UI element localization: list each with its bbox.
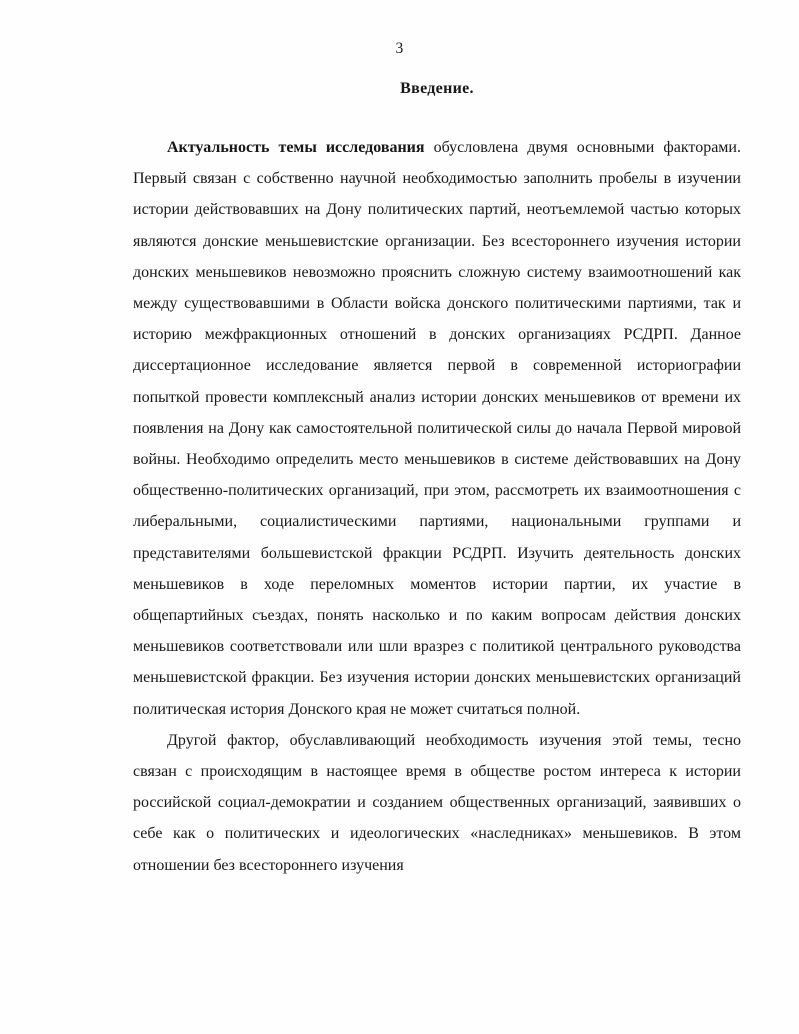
paragraph-1 — [133, 132, 741, 725]
page-title: Введение. — [400, 80, 474, 97]
paragraph-1-lead: Актуальность темы исследования — [167, 139, 425, 156]
paragraph-1-body: обусловлена двумя основными факторами. Первый связан с собственно научной необходимостью заполнить пробелы в изучении истории действовавших на Дону политических партий, неотъемлемой частью которых являются донские меньшевистские организации. Без всестороннего изучения истории донских меньшевиков невозможно прояснить сложную систему взаимоотношений как между существовавшими в Области войска донского политическими партиями, так и историю межфракционных отношений в донских организациях РСДРП. Данное диссертационное исследование является первой в современной историографии попыткой провести комплексный анализ истории донских меньшевиков от времени их появления на Дону как самостоятельной политической силы до начала Первой мировой войны. Необходимо определить место меньшевиков в системе действовавших на Дону общественно-политических организаций, при этом, рассмотреть их взаимоотношения с либеральными, социалистическими партиями, национальными группами и представителями большевистской фракции РСДРП. Изучить деятельность донских меньшевиков в ходе переломных моментов истории партии, их участие в общепартийных съездах, понять насколько и по каким вопросам действия донских меньшевиков соответствовали или шли вразрез с политикой центрального руководства меньшевистской фракции. Без изучения истории донских меньшевистских организаций политическая история Донского края не может считаться полной. — [133, 139, 741, 718]
paragraph-2 — [133, 725, 741, 881]
page-content — [133, 80, 741, 881]
paragraph-2-body: Другой фактор, обуславливающий необходимость изучения этой темы, тесно связан с происходящим в настоящее время в обществе ростом интереса к истории российской социал-демократии и созданием общественных организаций, заявивших о себе как о политических и идеологических «наследниках» меньшевиков. В этом отношении без всестороннего изучения — [133, 731, 741, 874]
page-number: 3 — [395, 40, 404, 57]
